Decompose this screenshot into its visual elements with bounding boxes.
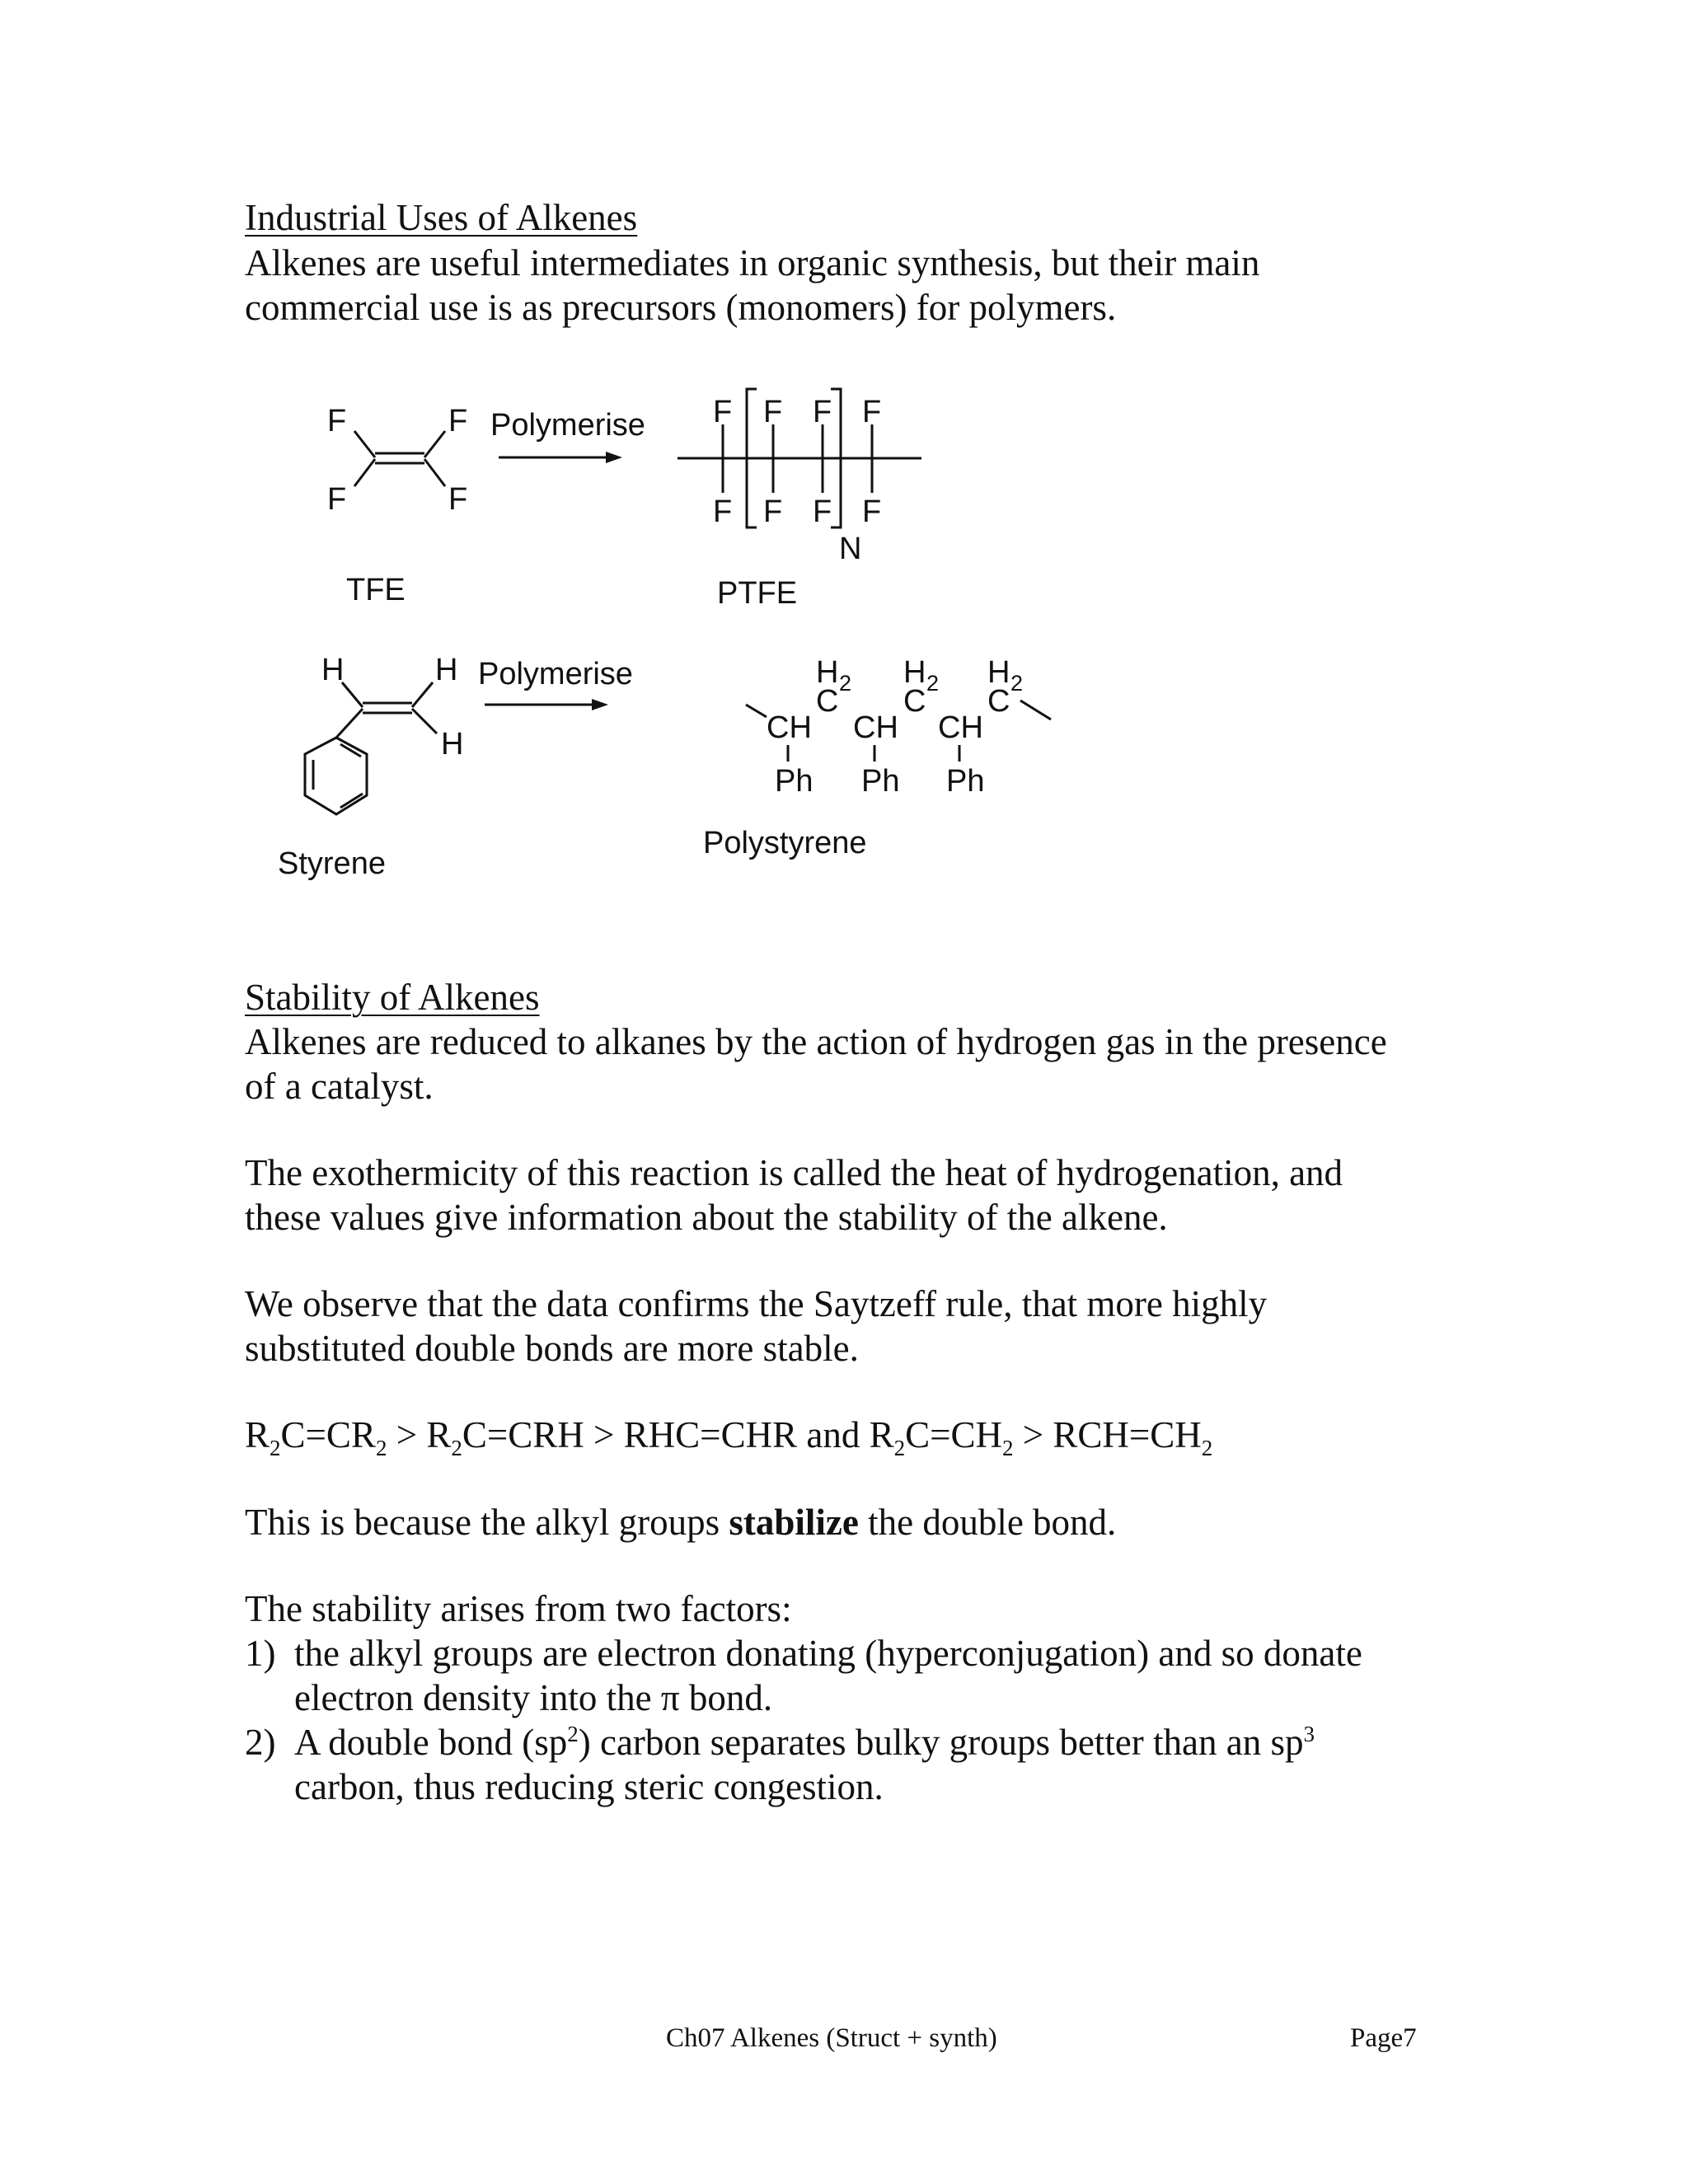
stability-p4: This is because the alkyl groups stabilize the double bond. [245, 1502, 1117, 1543]
polystyrene-ph-1: Ph [775, 764, 814, 799]
polystyrene-c-3: C [987, 684, 1010, 719]
styrene-atom-h-1: H [321, 653, 345, 687]
tfe-atom-f-4: F [448, 482, 468, 517]
polystyrene-ch-3: CH [938, 710, 983, 745]
ptfe-atom-f-bottom-4: F [862, 494, 882, 529]
ptfe-atom-f-top-3: F [813, 395, 832, 429]
stability-p5: The stability arises from two factors: [245, 1588, 792, 1629]
stability-p2-line-1: The exothermicity of this reaction is called the heat of hydrogenation, and [245, 1152, 1343, 1193]
polystyrene-ph-2: Ph [861, 764, 900, 799]
ptfe-atom-f-top-1: F [713, 395, 733, 429]
svg-text:H: H [987, 655, 1010, 690]
svg-text:H: H [816, 655, 839, 690]
styrene-atom-h-2: H [435, 653, 458, 687]
footer-page-number: Page7 [1350, 2023, 1417, 2053]
label-tfe: TFE [346, 573, 406, 607]
reaction-arrow-1 [499, 452, 622, 463]
ptfe-atom-f-bottom-2: F [763, 494, 783, 529]
stability-p3-line-1: We observe that the data confirms the Saytzeff rule, that more highly [245, 1283, 1268, 1324]
stability-p2-line-2: these values give information about the stability of the alkene. [245, 1197, 1168, 1238]
section-heading-industrial-uses: Industrial Uses of Alkenes [245, 197, 638, 238]
styrene-atom-h-3: H [441, 727, 464, 762]
ptfe-atom-f-bottom-1: F [713, 494, 733, 529]
intro-line-1: Alkenes are useful intermediates in organic synthesis, but their main [245, 242, 1260, 284]
bold-stabilize: stabilize [729, 1502, 859, 1543]
label-ptfe: PTFE [717, 576, 798, 611]
ptfe-atom-f-top-2: F [763, 395, 783, 429]
arrow-label-polymerise-1: Polymerise [490, 408, 645, 443]
svg-text:2: 2 [839, 671, 852, 696]
list-item-2-line-2: carbon, thus reducing steric congestion. [294, 1766, 884, 1807]
stability-p3-line-2: substituted double bonds are more stable. [245, 1328, 859, 1369]
list-item-1-line-1: the alkyl groups are electron donating (hyperconjugation) and so donate [294, 1633, 1362, 1674]
ptfe-structure [678, 389, 921, 566]
list-item-1-number: 1) [245, 1633, 276, 1674]
list-item-2-number: 2) [245, 1722, 276, 1763]
arrow-label-polymerise-2: Polymerise [478, 657, 633, 691]
list-item-2-line-1: A double bond $(sp^2)$ carbon separates bulky groups better than an $sp^3$ [294, 1722, 1315, 1763]
section-heading-stability: Stability of Alkenes [245, 977, 540, 1018]
polystyrene-c-2: C [903, 684, 926, 719]
ptfe-atom-f-bottom-3: F [813, 494, 832, 529]
styrene-structure [305, 653, 463, 814]
stability-order-formula: $R_2C=CR_2 > R_2C=CRH > RHC=CHR$ and $R_2C=CH_2 > RCH=CH_2$ [245, 1414, 1213, 1460]
svg-text:H: H [903, 655, 926, 690]
svg-text:2: 2 [926, 671, 940, 696]
ptfe-repeat-n: N [839, 532, 862, 566]
reaction-arrow-2 [485, 699, 608, 710]
label-polystyrene: Polystyrene [703, 826, 867, 860]
tfe-atom-f-3: F [327, 482, 347, 517]
polystyrene-structure [746, 655, 1051, 799]
tfe-atom-f-1: F [327, 404, 347, 438]
tfe-atom-f-2: F [448, 404, 468, 438]
polystyrene-ch-1: CH [767, 710, 812, 745]
polymerisation-scheme [0, 363, 1688, 940]
tfe-structure [327, 404, 467, 517]
intro-line-2: commercial use is as precursors (monomers) for polymers. [245, 287, 1117, 328]
polystyrene-ch-2: CH [853, 710, 898, 745]
label-styrene: Styrene [278, 846, 386, 881]
polystyrene-ph-3: Ph [946, 764, 985, 799]
footer-chapter-title: Ch07 Alkenes (Struct + synth) [666, 2023, 997, 2053]
ptfe-atom-f-top-4: F [862, 395, 882, 429]
svg-text:2: 2 [1010, 671, 1024, 696]
list-item-1-line-2: electron density into the π bond. [294, 1677, 773, 1718]
polystyrene-c-1: C [816, 684, 839, 719]
stability-p1-line-1: Alkenes are reduced to alkanes by the action of hydrogen gas in the presence [245, 1021, 1387, 1062]
stability-p1-line-2: of a catalyst. [245, 1066, 434, 1107]
